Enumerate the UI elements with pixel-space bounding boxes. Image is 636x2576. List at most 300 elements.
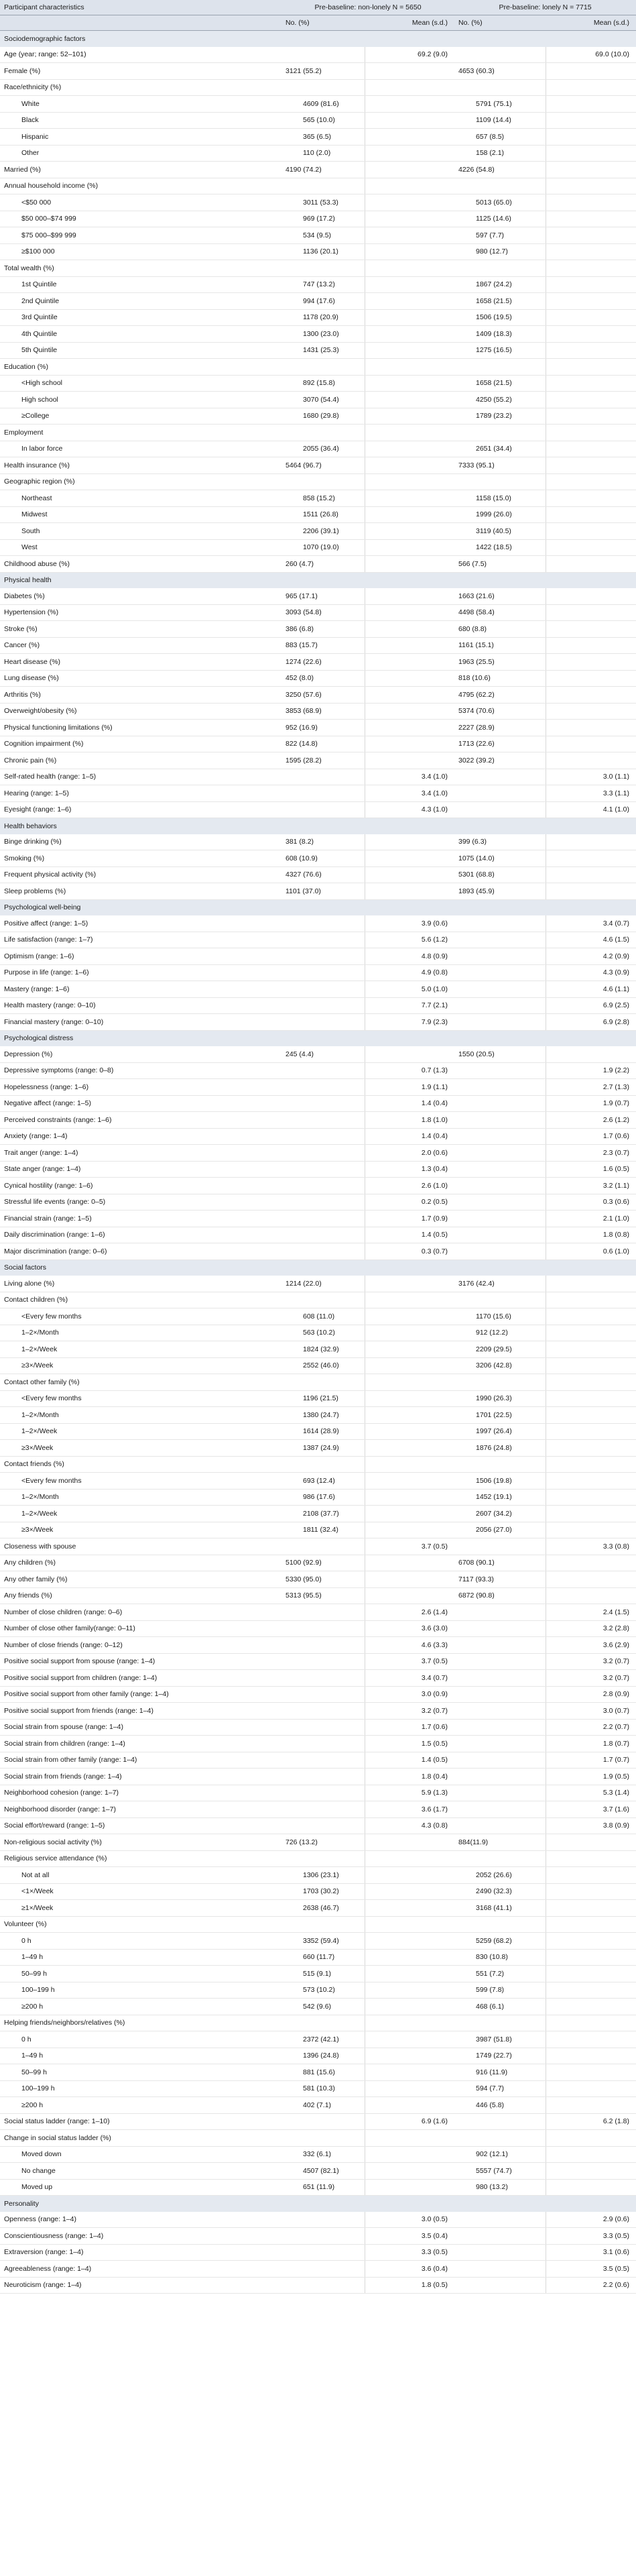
cell-count-non-lonely: 5100 (92.9) <box>281 1555 365 1571</box>
header-no-pct-1: No. (%) <box>281 15 365 31</box>
table-row <box>0 1014 636 1031</box>
cell-mean-non-lonely <box>365 1982 454 1999</box>
cell-count-non-lonely <box>281 1112 365 1129</box>
cell-count-non-lonely: 5313 (95.5) <box>281 1587 365 1604</box>
cell-count-lonely: 1170 (15.6) <box>454 1308 546 1325</box>
table-row <box>0 1933 636 1950</box>
cell-count-lonely: 1789 (23.2) <box>454 408 546 425</box>
table-row <box>0 1769 636 1785</box>
cell-mean-lonely <box>546 523 636 540</box>
cell-count-lonely: 1713 (22.6) <box>454 736 546 752</box>
row-label: ≥200 h <box>0 2097 281 2114</box>
cell-count-non-lonely <box>281 1145 365 1162</box>
cell-mean-non-lonely <box>365 2015 454 2031</box>
row-label: Openness (range: 1–4) <box>0 2212 281 2228</box>
table-row <box>0 621 636 638</box>
cell-mean-non-lonely: 4.8 (0.9) <box>365 948 454 965</box>
cell-count-lonely: 158 (2.1) <box>454 145 546 162</box>
cell-mean-lonely <box>546 2031 636 2048</box>
cell-mean-non-lonely: 3.6 (0.4) <box>365 2261 454 2278</box>
table-row <box>0 1620 636 1637</box>
cell-mean-non-lonely: 1.8 (0.4) <box>365 1769 454 1785</box>
cell-mean-non-lonely: 3.6 (1.7) <box>365 1801 454 1818</box>
row-label: Life satisfaction (range: 1–7) <box>0 932 281 948</box>
row-label: Sleep problems (%) <box>0 883 281 900</box>
cell-count-lonely: 1452 (19.1) <box>454 1489 546 1506</box>
table-row <box>0 2080 636 2097</box>
header-no-pct-2: No. (%) <box>454 15 546 31</box>
cell-mean-lonely: 4.1 (1.0) <box>546 801 636 818</box>
cell-mean-non-lonely <box>365 588 454 604</box>
cell-count-non-lonely <box>281 932 365 948</box>
cell-count-non-lonely: 608 (10.9) <box>281 850 365 867</box>
cell-count-non-lonely: 1680 (29.8) <box>281 408 365 425</box>
cell-mean-lonely <box>546 736 636 752</box>
row-label: <1×/Week <box>0 1883 281 1900</box>
cell-mean-non-lonely <box>365 1999 454 2015</box>
cell-mean-lonely <box>546 588 636 604</box>
cell-count-lonely <box>454 260 546 277</box>
cell-mean-lonely <box>546 227 636 244</box>
cell-count-non-lonely: 332 (6.1) <box>281 2146 365 2163</box>
cell-mean-lonely <box>546 79 636 96</box>
cell-mean-lonely: 3.2 (2.8) <box>546 1620 636 1637</box>
cell-mean-lonely <box>546 243 636 260</box>
row-label: Positive social support from other family (range: 1–4) <box>0 1686 281 1703</box>
cell-count-lonely: 1158 (15.0) <box>454 490 546 507</box>
cell-mean-lonely <box>546 1916 636 1933</box>
cell-mean-non-lonely <box>365 359 454 376</box>
cell-count-lonely: 2052 (26.6) <box>454 1867 546 1884</box>
cell-mean-lonely: 2.4 (1.5) <box>546 1604 636 1621</box>
cell-count-non-lonely <box>281 981 365 998</box>
cell-mean-lonely <box>546 276 636 293</box>
table-row <box>0 1112 636 1129</box>
cell-mean-non-lonely <box>365 654 454 671</box>
cell-mean-lonely <box>546 1966 636 1982</box>
row-label: <Every few months <box>0 1473 281 1490</box>
section-title: Sociodemographic factors <box>0 31 636 47</box>
row-label: Black <box>0 112 281 129</box>
cell-mean-lonely <box>546 539 636 556</box>
table-row <box>0 2130 636 2147</box>
cell-mean-non-lonely <box>365 506 454 523</box>
cell-count-non-lonely <box>281 997 365 1014</box>
cell-count-lonely: 2056 (27.0) <box>454 1522 546 1538</box>
row-label: Positive social support from friends (range: 1–4) <box>0 1703 281 1720</box>
cell-mean-non-lonely: 3.4 (0.7) <box>365 1670 454 1687</box>
cell-mean-lonely <box>546 260 636 277</box>
cell-count-non-lonely: 892 (15.8) <box>281 375 365 392</box>
cell-count-non-lonely: 952 (16.9) <box>281 720 365 736</box>
cell-count-lonely: 3206 (42.8) <box>454 1357 546 1374</box>
cell-mean-non-lonely <box>365 2048 454 2064</box>
cell-mean-non-lonely <box>365 1571 454 1588</box>
cell-count-lonely <box>454 997 546 1014</box>
cell-count-non-lonely <box>281 2212 365 2228</box>
cell-mean-lonely <box>546 408 636 425</box>
cell-count-lonely <box>454 1703 546 1720</box>
cell-mean-non-lonely <box>365 162 454 178</box>
cell-mean-non-lonely: 1.4 (0.5) <box>365 1227 454 1243</box>
table-row <box>0 425 636 441</box>
cell-mean-non-lonely: 7.7 (2.1) <box>365 997 454 1014</box>
cell-count-lonely <box>454 915 546 932</box>
cell-mean-lonely: 2.7 (1.3) <box>546 1079 636 1096</box>
cell-mean-non-lonely <box>365 1850 454 1867</box>
cell-mean-lonely: 2.2 (0.7) <box>546 1719 636 1736</box>
cell-mean-non-lonely <box>365 129 454 146</box>
cell-count-non-lonely: 2372 (42.1) <box>281 2031 365 2048</box>
cell-mean-non-lonely <box>365 227 454 244</box>
cell-mean-lonely <box>546 375 636 392</box>
row-label: ≥College <box>0 408 281 425</box>
cell-count-non-lonely: 1136 (20.1) <box>281 243 365 260</box>
row-label: 100–199 h <box>0 2080 281 2097</box>
row-label: $75 000–$99 999 <box>0 227 281 244</box>
table-row <box>0 736 636 752</box>
cell-count-lonely <box>454 1062 546 1079</box>
table-row <box>0 2015 636 2031</box>
row-label: ≥3×/Week <box>0 1357 281 1374</box>
cell-count-lonely: 5791 (75.1) <box>454 96 546 113</box>
cell-mean-non-lonely: 3.0 (0.5) <box>365 2212 454 2228</box>
cell-mean-non-lonely <box>365 375 454 392</box>
cell-mean-lonely <box>546 1489 636 1506</box>
row-label: ≥200 h <box>0 1999 281 2015</box>
cell-count-lonely <box>454 1161 546 1178</box>
cell-count-non-lonely: 534 (9.5) <box>281 227 365 244</box>
cell-mean-non-lonely: 1.9 (1.1) <box>365 1079 454 1096</box>
cell-mean-non-lonely: 3.7 (0.5) <box>365 1653 454 1670</box>
table-row <box>0 1145 636 1162</box>
cell-mean-non-lonely: 1.3 (0.4) <box>365 1161 454 1178</box>
cell-mean-non-lonely <box>365 473 454 490</box>
table-row <box>0 1587 636 1604</box>
row-label: Contact friends (%) <box>0 1456 281 1473</box>
cell-count-non-lonely <box>281 1785 365 1801</box>
row-label: Arthritis (%) <box>0 687 281 704</box>
cell-count-lonely: 980 (13.2) <box>454 2179 546 2196</box>
cell-count-non-lonely: 260 (4.7) <box>281 556 365 573</box>
cell-count-lonely <box>454 1850 546 1867</box>
cell-mean-lonely <box>546 309 636 326</box>
table-row <box>0 2031 636 2048</box>
cell-mean-lonely: 1.8 (0.8) <box>546 1227 636 1243</box>
cell-count-lonely: 3168 (41.1) <box>454 1900 546 1917</box>
row-label: Social strain from other family (range: 1–4) <box>0 1752 281 1769</box>
cell-count-lonely <box>454 2228 546 2245</box>
table-row <box>0 604 636 621</box>
table-row <box>0 850 636 867</box>
cell-count-non-lonely: 660 (11.7) <box>281 1949 365 1966</box>
row-label: 1st Quintile <box>0 276 281 293</box>
row-label: Education (%) <box>0 359 281 376</box>
cell-mean-non-lonely: 3.4 (1.0) <box>365 785 454 802</box>
cell-count-lonely: 1075 (14.0) <box>454 850 546 867</box>
row-label: 1–2×/Week <box>0 1506 281 1522</box>
cell-count-non-lonely: 386 (6.8) <box>281 621 365 638</box>
row-label: Contact other family (%) <box>0 1374 281 1391</box>
table-row <box>0 276 636 293</box>
cell-mean-non-lonely <box>365 392 454 408</box>
cell-mean-lonely: 3.3 (0.8) <box>546 1538 636 1555</box>
table-row <box>0 2277 636 2294</box>
table-row <box>0 1308 636 1325</box>
row-label: Negative affect (range: 1–5) <box>0 1095 281 1112</box>
cell-count-non-lonely: 2108 (37.7) <box>281 1506 365 1522</box>
cell-mean-non-lonely: 0.7 (1.3) <box>365 1062 454 1079</box>
cell-count-non-lonely <box>281 1227 365 1243</box>
cell-count-non-lonely <box>281 473 365 490</box>
cell-mean-non-lonely <box>365 276 454 293</box>
row-label: Social strain from friends (range: 1–4) <box>0 1769 281 1785</box>
cell-mean-lonely <box>546 1999 636 2015</box>
table-row <box>0 1538 636 1555</box>
row-label: Any other family (%) <box>0 1571 281 1588</box>
table-row <box>0 801 636 818</box>
cell-count-lonely <box>454 1785 546 1801</box>
cell-mean-non-lonely <box>365 687 454 704</box>
cell-count-non-lonely: 3011 (53.3) <box>281 194 365 211</box>
cell-mean-non-lonely <box>365 145 454 162</box>
cell-mean-lonely: 1.7 (0.7) <box>546 1752 636 1769</box>
row-label: Religious service attendance (%) <box>0 1850 281 1867</box>
section-header-row <box>0 818 636 834</box>
cell-mean-non-lonely <box>365 2130 454 2147</box>
cell-count-lonely: 1990 (26.3) <box>454 1390 546 1407</box>
table-row <box>0 1966 636 1982</box>
table-row <box>0 145 636 162</box>
table-row <box>0 1095 636 1112</box>
cell-mean-non-lonely: 1.4 (0.4) <box>365 1095 454 1112</box>
cell-count-non-lonely <box>281 1374 365 1391</box>
table-row <box>0 523 636 540</box>
row-label: Childhood abuse (%) <box>0 556 281 573</box>
section-header-row <box>0 1259 636 1276</box>
cell-count-non-lonely: 1300 (23.0) <box>281 326 365 343</box>
cell-mean-lonely <box>546 1522 636 1538</box>
table-row <box>0 342 636 359</box>
table-row <box>0 1703 636 1720</box>
cell-mean-non-lonely <box>365 1883 454 1900</box>
row-label: 1–2×/Month <box>0 1489 281 1506</box>
cell-count-lonely <box>454 1128 546 1145</box>
cell-count-lonely: 2490 (32.3) <box>454 1883 546 1900</box>
table-row <box>0 1440 636 1457</box>
cell-mean-non-lonely <box>365 1555 454 1571</box>
header-mean-sd-2: Mean (s.d.) <box>546 15 636 31</box>
cell-mean-non-lonely <box>365 79 454 96</box>
cell-count-non-lonely: 1511 (26.8) <box>281 506 365 523</box>
table-row <box>0 1817 636 1834</box>
row-label: Extraversion (range: 1–4) <box>0 2244 281 2261</box>
cell-mean-non-lonely: 2.0 (0.6) <box>365 1145 454 1162</box>
cell-count-lonely: 399 (6.3) <box>454 834 546 850</box>
section-header-row <box>0 31 636 47</box>
cell-count-lonely <box>454 2130 546 2147</box>
table-row <box>0 1916 636 1933</box>
table-row <box>0 769 636 785</box>
cell-mean-lonely: 6.2 (1.8) <box>546 2113 636 2130</box>
cell-mean-lonely: 1.8 (0.7) <box>546 1736 636 1752</box>
cell-mean-non-lonely <box>365 883 454 900</box>
cell-mean-lonely <box>546 473 636 490</box>
table-row <box>0 1046 636 1062</box>
table-row <box>0 915 636 932</box>
table-row <box>0 1341 636 1358</box>
cell-mean-lonely <box>546 850 636 867</box>
cell-mean-lonely: 1.6 (0.5) <box>546 1161 636 1178</box>
row-label: Cognition impairment (%) <box>0 736 281 752</box>
cell-mean-non-lonely <box>365 1506 454 1522</box>
cell-mean-non-lonely: 0.2 (0.5) <box>365 1194 454 1211</box>
cell-mean-non-lonely <box>365 1276 454 1292</box>
cell-mean-lonely: 3.2 (1.1) <box>546 1178 636 1194</box>
cell-count-lonely <box>454 1670 546 1687</box>
cell-mean-lonely <box>546 96 636 113</box>
table-row <box>0 1883 636 1900</box>
table-row <box>0 1374 636 1391</box>
row-label: Agreeableness (range: 1–4) <box>0 2261 281 2278</box>
row-label: Number of close friends (range: 0–12) <box>0 1637 281 1654</box>
cell-count-non-lonely <box>281 1243 365 1260</box>
cell-count-non-lonely <box>281 785 365 802</box>
cell-mean-non-lonely <box>365 1456 454 1473</box>
table-row <box>0 2146 636 2163</box>
cell-count-non-lonely <box>281 47 365 63</box>
header-blank <box>0 15 281 31</box>
table-row <box>0 2048 636 2064</box>
cell-mean-lonely <box>546 457 636 474</box>
row-label: Geographic region (%) <box>0 473 281 490</box>
cell-count-non-lonely: 1101 (37.0) <box>281 883 365 900</box>
row-label: <$50 000 <box>0 194 281 211</box>
cell-mean-non-lonely <box>365 1308 454 1325</box>
row-label: <Every few months <box>0 1308 281 1325</box>
cell-mean-non-lonely <box>365 2179 454 2196</box>
cell-mean-non-lonely <box>365 2031 454 2048</box>
cell-count-non-lonely <box>281 1801 365 1818</box>
row-label: Hispanic <box>0 129 281 146</box>
cell-mean-lonely <box>546 2015 636 2031</box>
table-row <box>0 243 636 260</box>
row-label: 50–99 h <box>0 2064 281 2081</box>
cell-mean-lonely <box>546 490 636 507</box>
cell-mean-lonely: 4.2 (0.9) <box>546 948 636 965</box>
table-row <box>0 227 636 244</box>
row-label: Social strain from spouse (range: 1–4) <box>0 1719 281 1736</box>
row-label: ≥$100 000 <box>0 243 281 260</box>
row-label: 0 h <box>0 1933 281 1950</box>
cell-count-non-lonely: 1178 (20.9) <box>281 309 365 326</box>
header-row-stats <box>0 15 636 31</box>
cell-count-non-lonely <box>281 1292 365 1308</box>
cell-mean-lonely: 6.9 (2.8) <box>546 1014 636 1031</box>
cell-mean-lonely <box>546 129 636 146</box>
cell-mean-lonely <box>546 1456 636 1473</box>
row-label: Not at all <box>0 1867 281 1884</box>
table-row <box>0 1357 636 1374</box>
cell-mean-lonely <box>546 2097 636 2114</box>
cell-count-lonely: 1749 (22.7) <box>454 2048 546 2064</box>
cell-mean-non-lonely <box>365 178 454 194</box>
cell-count-non-lonely <box>281 1194 365 1211</box>
table-row <box>0 47 636 63</box>
header-characteristic: Participant characteristics <box>0 0 281 15</box>
table-row <box>0 1390 636 1407</box>
cell-mean-non-lonely <box>365 1341 454 1358</box>
cell-count-non-lonely: 1703 (30.2) <box>281 1883 365 1900</box>
table-row <box>0 162 636 178</box>
row-label: Health mastery (range: 0–10) <box>0 997 281 1014</box>
row-label: Trait anger (range: 1–4) <box>0 1145 281 1162</box>
row-label: Financial strain (range: 1–5) <box>0 1211 281 1227</box>
cell-count-lonely <box>454 2277 546 2294</box>
cell-count-non-lonely: 1396 (24.8) <box>281 2048 365 2064</box>
cell-mean-lonely: 3.5 (0.5) <box>546 2261 636 2278</box>
row-label: Number of close other family(range: 0–11) <box>0 1620 281 1637</box>
table-row <box>0 1456 636 1473</box>
cell-mean-non-lonely <box>365 326 454 343</box>
cell-count-non-lonely <box>281 79 365 96</box>
cell-mean-lonely: 2.9 (0.6) <box>546 2212 636 2228</box>
cell-count-lonely: 566 (7.5) <box>454 556 546 573</box>
cell-count-lonely: 980 (12.7) <box>454 243 546 260</box>
table-row <box>0 2113 636 2130</box>
cell-mean-non-lonely <box>365 1489 454 1506</box>
section-title: Social factors <box>0 1259 636 1276</box>
cell-mean-non-lonely: 1.7 (0.6) <box>365 1719 454 1736</box>
row-label: Perceived constraints (range: 1–6) <box>0 1112 281 1129</box>
cell-count-non-lonely <box>281 260 365 277</box>
header-mean-sd-1: Mean (s.d.) <box>365 15 454 31</box>
cell-mean-lonely <box>546 1390 636 1407</box>
cell-mean-lonely: 3.8 (0.9) <box>546 1817 636 1834</box>
cell-mean-lonely: 3.2 (0.7) <box>546 1670 636 1687</box>
cell-count-lonely <box>454 1227 546 1243</box>
cell-mean-lonely <box>546 162 636 178</box>
table-row <box>0 506 636 523</box>
cell-count-lonely: 7333 (95.1) <box>454 457 546 474</box>
cell-count-lonely <box>454 359 546 376</box>
cell-mean-non-lonely <box>365 1834 454 1851</box>
table-row <box>0 1653 636 1670</box>
cell-count-lonely <box>454 801 546 818</box>
table-row <box>0 178 636 194</box>
cell-count-lonely: 884(11.9) <box>454 1834 546 1851</box>
cell-mean-non-lonely <box>365 1949 454 1966</box>
cell-mean-lonely <box>546 178 636 194</box>
table-row <box>0 375 636 392</box>
cell-count-non-lonely: 581 (10.3) <box>281 2080 365 2097</box>
table-row <box>0 309 636 326</box>
cell-count-non-lonely: 4609 (81.6) <box>281 96 365 113</box>
cell-count-lonely: 1161 (15.1) <box>454 637 546 654</box>
cell-count-non-lonely <box>281 915 365 932</box>
cell-count-non-lonely: 608 (11.0) <box>281 1308 365 1325</box>
row-label: Closeness with spouse <box>0 1538 281 1555</box>
row-label: Overweight/obesity (%) <box>0 703 281 720</box>
cell-count-lonely: 3176 (42.4) <box>454 1276 546 1292</box>
table-row <box>0 1062 636 1079</box>
row-label: Neighborhood cohesion (range: 1–7) <box>0 1785 281 1801</box>
table-row <box>0 96 636 113</box>
table-row <box>0 2228 636 2245</box>
cell-count-non-lonely <box>281 1161 365 1178</box>
table-row <box>0 997 636 1014</box>
cell-mean-lonely: 1.9 (0.5) <box>546 1769 636 1785</box>
